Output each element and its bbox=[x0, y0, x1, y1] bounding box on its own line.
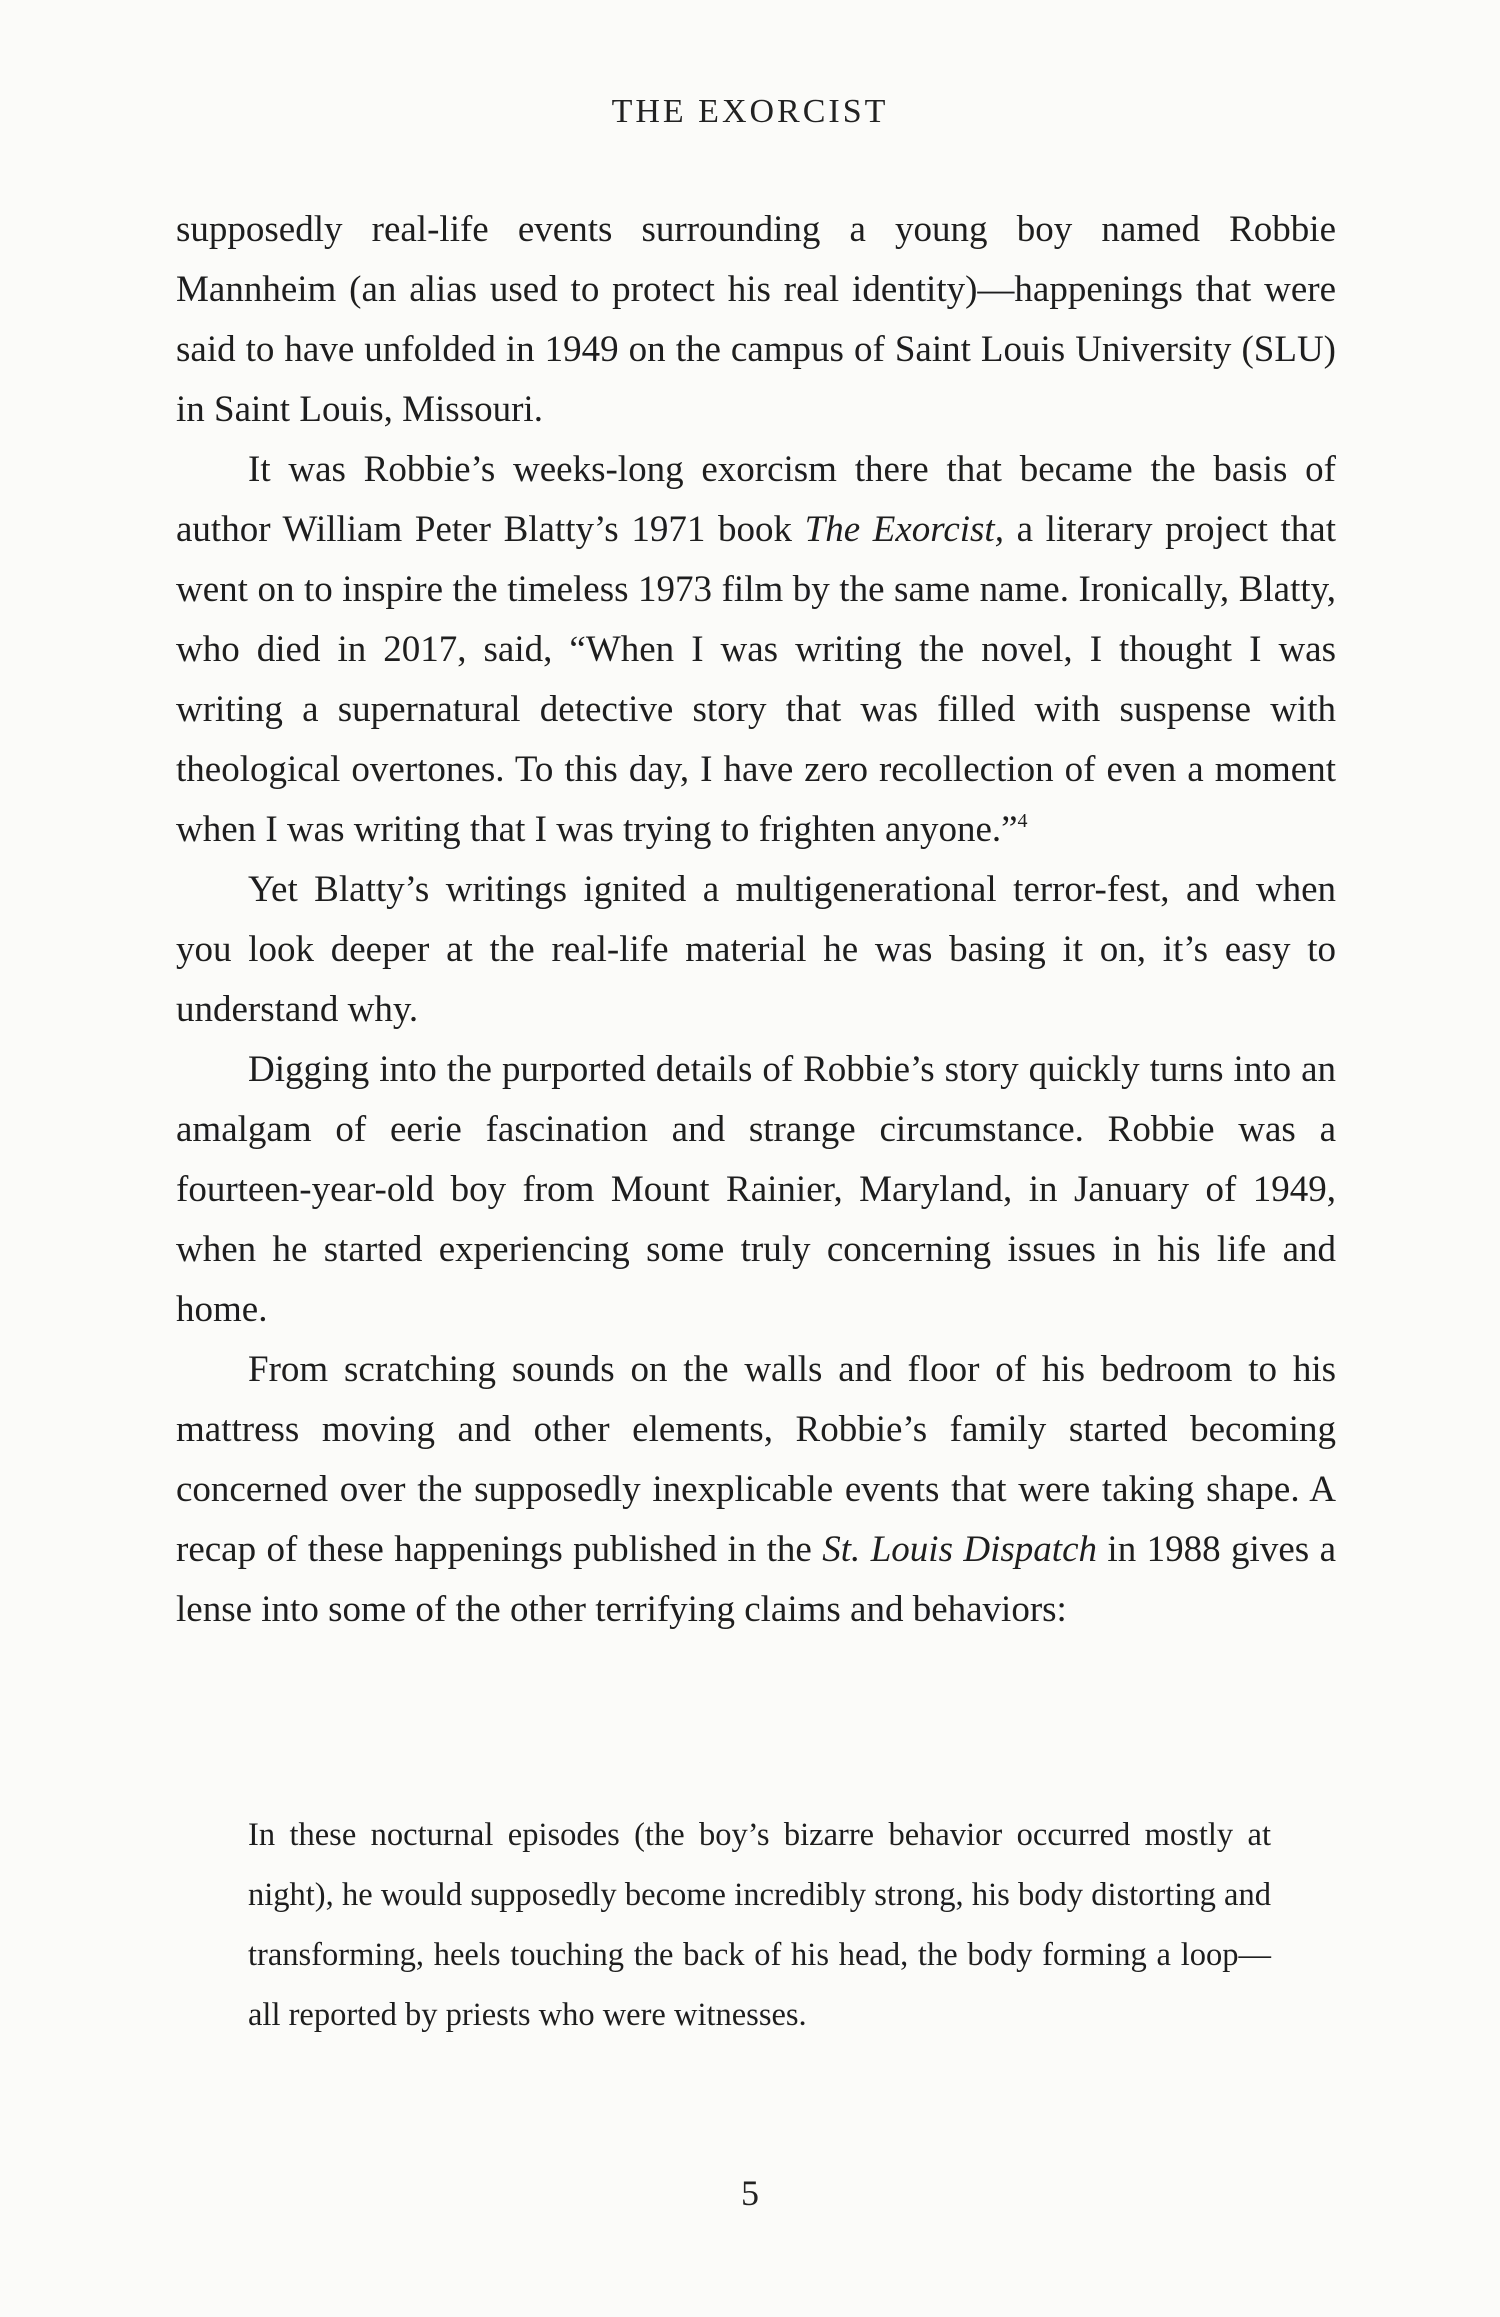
body-text bbox=[176, 200, 1336, 1640]
paragraph-4: Digging into the purported details of Robbie’s story quickly turns into an amalgam of eerie fascination and strange circumstance. Robbie was a fourteen-year-old boy from Mount Rainier, Maryland, in January of 1949, when he started experiencing some truly concerning issues in his life and home. bbox=[176, 1049, 1336, 1330]
paragraph-1: supposedly real-life events surrounding a young boy named Robbie Mannheim (an alias used to protect his real identity)—happenings that were said to have unfolded in 1949 on the campus of Saint Louis University (SLU) in Saint Louis, Missouri. bbox=[176, 209, 1336, 430]
block-quote: In these nocturnal episodes (the boy’s bizarre behavior occurred mostly at night), he would supposedly become incredibly strong, his body distorting and transforming, heels touching the back of his head, the body forming a loop—all reported by priests who were witnesses. bbox=[248, 1817, 1271, 2033]
paragraph-2-text-b: a literary project that went on to inspire the timeless 1973 film by the same name. Ironically, Blatty, who died in 2017, said, “When I was writing the novel, I thought I was writing a supernatural detective story that was filled with suspense with theological overtones. To this day, I have zero recollection of even a moment when I was writing that I was trying to frighten anyone.” bbox=[176, 509, 1336, 850]
paragraph-2 bbox=[176, 440, 1336, 860]
paragraph-3: Yet Blatty’s writings ignited a multigenerational terror-fest, and when you look deeper at the real-life material he was basing it on, it’s easy to understand why. bbox=[176, 869, 1336, 1030]
newspaper-title: St. Louis Dispatch bbox=[822, 1529, 1097, 1570]
paragraph-5 bbox=[176, 1340, 1336, 1640]
page-number: 5 bbox=[741, 2173, 759, 2213]
book-title: The Exorcist, bbox=[804, 509, 1004, 550]
running-head: THE EXORCIST bbox=[611, 93, 889, 130]
footnote-reference: 4 bbox=[1017, 810, 1028, 832]
paragraph-5-text-a: From scratching sounds on the walls and floor of his bedroom to his mattress moving and other elements, Robbie’s family started becoming concerned over the supposedly inexplicable events that were taking shape. A recap of these happenings published in the bbox=[176, 1349, 1336, 1570]
paragraph-2-text-a: It was Robbie’s weeks-long exorcism there that became the basis of author William Peter Blatty’s 1971 book bbox=[176, 449, 1336, 550]
paragraph-5-text-b: in 1988 gives a lense into some of the other terrifying claims and behaviors: bbox=[176, 1529, 1336, 1630]
